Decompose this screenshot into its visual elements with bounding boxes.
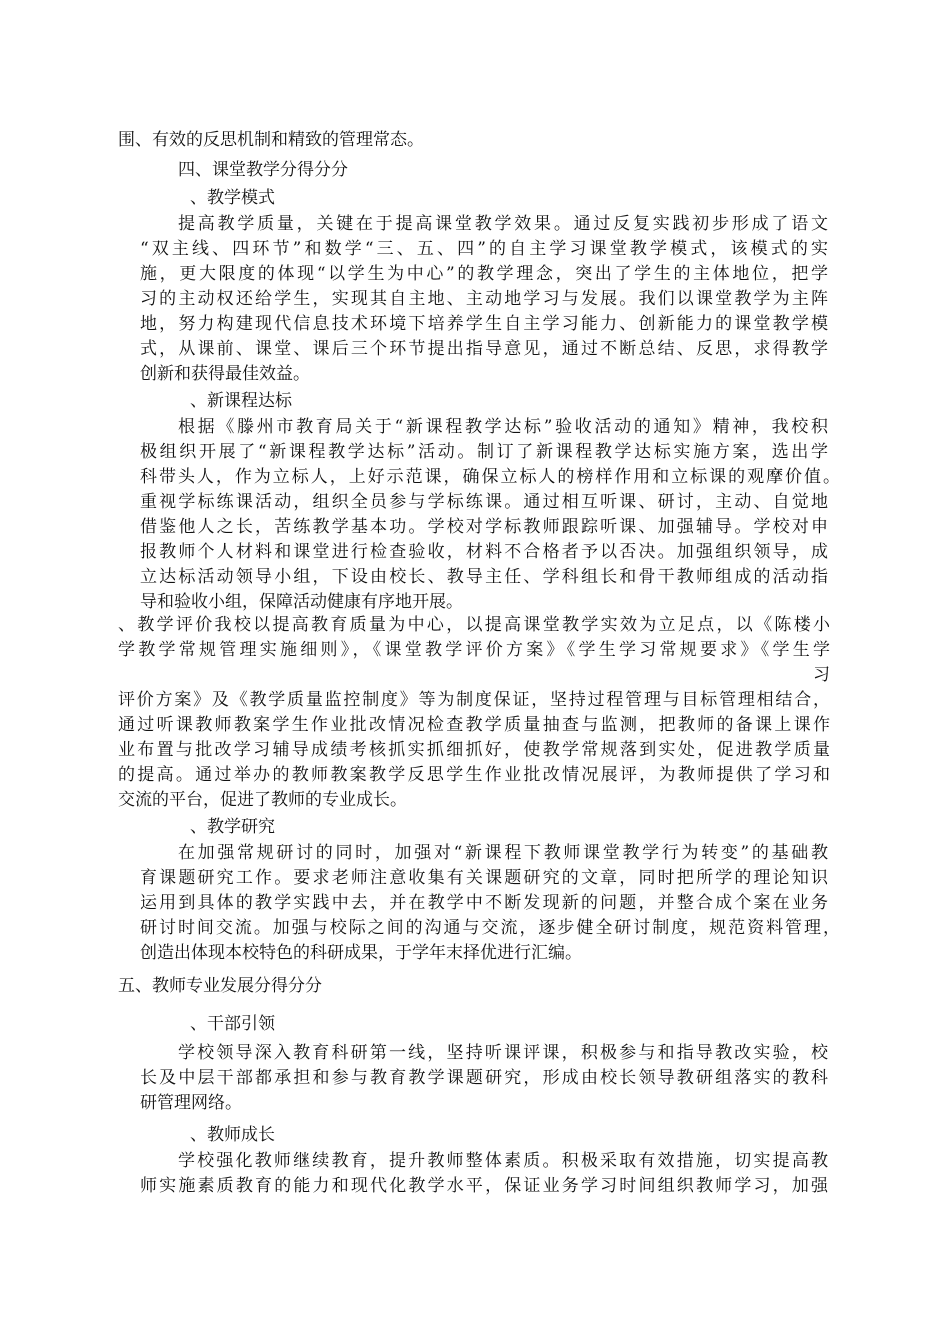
text-line: 的提高。通过举办的教师教案教学反思学生作业批改情况展评，为教师提供了学习和 — [118, 765, 830, 785]
subsection-heading: 、教学研究 — [190, 817, 275, 837]
text-line: 交流的平台，促进了教师的专业成长。 — [118, 790, 407, 810]
text-line: 研管理网络。 — [140, 1093, 242, 1113]
text-line: 习的主动权还给学生，实现其自主地、主动地学习与发展。我们以课堂教学为主阵 — [140, 289, 828, 309]
text-line: 围、有效的反思机制和精致的管理常态。 — [118, 130, 424, 150]
text-line: 地，努力构建现代信息技术环境下培养学生自主学习能力、创新能力的课堂教学模 — [140, 314, 828, 334]
text-line: “双主线、四环节”和数学“三、五、四”的自主学习课堂教学模式，该模式的实 — [140, 239, 828, 259]
subsection-heading: 、新课程达标 — [190, 391, 292, 411]
text-line: 育课题研究工作。要求老师注意收集有关课题研究的文章，同时把所学的理论知识 — [140, 868, 828, 888]
text-line: 习 — [813, 665, 830, 685]
text-line: 在加强常规研讨的同时，加强对“新课程下教师课堂教学行为转变”的基础教 — [178, 843, 828, 863]
text-line: 、教学评价我校以提高教育质量为中心，以提高课堂教学实效为立足点，以《陈楼小 — [118, 615, 830, 635]
text-line: 极组织开展了“新课程教学达标”活动。制订了新课程教学达标实施方案，选出学 — [140, 442, 828, 462]
subsection-heading: 、教学模式 — [190, 188, 275, 208]
text-line: 创新和获得最佳效益。 — [140, 364, 310, 384]
text-line: 创造出体现本校特色的科研成果，于学年末择优进行汇编。 — [140, 943, 582, 963]
section-heading: 四、课堂教学分得分分 — [178, 160, 348, 180]
text-line: 施，更大限度的体现“以学生为中心”的教学理念，突出了学生的主体地位，把学 — [140, 264, 828, 284]
text-line: 借鉴他人之长，苦练教学基本功。学校对学标教师跟踪听课、加强辅导。学校对申 — [140, 517, 828, 537]
text-line: 长及中层干部都承担和参与教育教学课题研究，形成由校长领导教研组落实的教科 — [140, 1068, 828, 1088]
text-line: 提高教学质量，关键在于提高课堂教学效果。通过反复实践初步形成了语文 — [178, 214, 828, 234]
text-line: 研讨时间交流。加强与校际之间的沟通与交流，逐步健全研讨制度，规范资料管理， — [140, 918, 840, 938]
text-line: 报教师个人材料和课堂进行检查验收，材料不合格者予以否决。加强组织领导，成 — [140, 542, 828, 562]
text-line: 运用到具体的教学实践中去，并在教学中不断发现新的问题，并整合成个案在业务 — [140, 893, 828, 913]
subsection-heading: 、干部引领 — [190, 1014, 275, 1034]
text-line: 学校强化教师继续教育，提升教师整体素质。积极采取有效措施，切实提高教 — [178, 1151, 828, 1171]
text-line: 根据《滕州市教育局关于“新课程教学达标”验收活动的通知》精神，我校积 — [178, 417, 828, 437]
text-line: 重视学标练课活动，组织全员参与学标练课。通过相互听课、研讨，主动、自觉地 — [140, 492, 828, 512]
section-heading: 五、教师专业发展分得分分 — [118, 976, 322, 996]
text-line: 业布置与批改学习辅导成绩考核抓实抓细抓好，使教学常规落到实处，促进教学质量 — [118, 740, 830, 760]
text-line: 学校领导深入教育科研第一线，坚持听课评课，积极参与和指导教改实验，校 — [178, 1043, 828, 1063]
text-line: 科带头人，作为立标人，上好示范课，确保立标人的榜样作用和立标课的观摩价值。 — [140, 467, 840, 487]
text-line: 师实施素质教育的能力和现代化教学水平，保证业务学习时间组织教师学习，加强 — [140, 1176, 828, 1196]
text-line: 评价方案》及《教学质量监控制度》等为制度保证，坚持过程管理与目标管理相结合， — [118, 690, 830, 710]
text-line: 立达标活动领导小组，下设由校长、教导主任、学科组长和骨干教师组成的活动指 — [140, 567, 828, 587]
text-line: 导和验收小组，保障活动健康有序地开展。 — [140, 592, 463, 612]
subsection-heading: 、教师成长 — [190, 1125, 275, 1145]
text-line: 学教学常规管理实施细则》，《课堂教学评价方案》《学生学习常规要求》《学生学 — [118, 640, 830, 660]
text-line: 式，从课前、课堂、课后三个环节提出指导意见，通过不断总结、反思，求得教学 — [140, 339, 828, 359]
text-line: 通过听课教师教案学生作业批改情况检查教学质量抽查与监测，把教师的备课上课作 — [118, 715, 830, 735]
